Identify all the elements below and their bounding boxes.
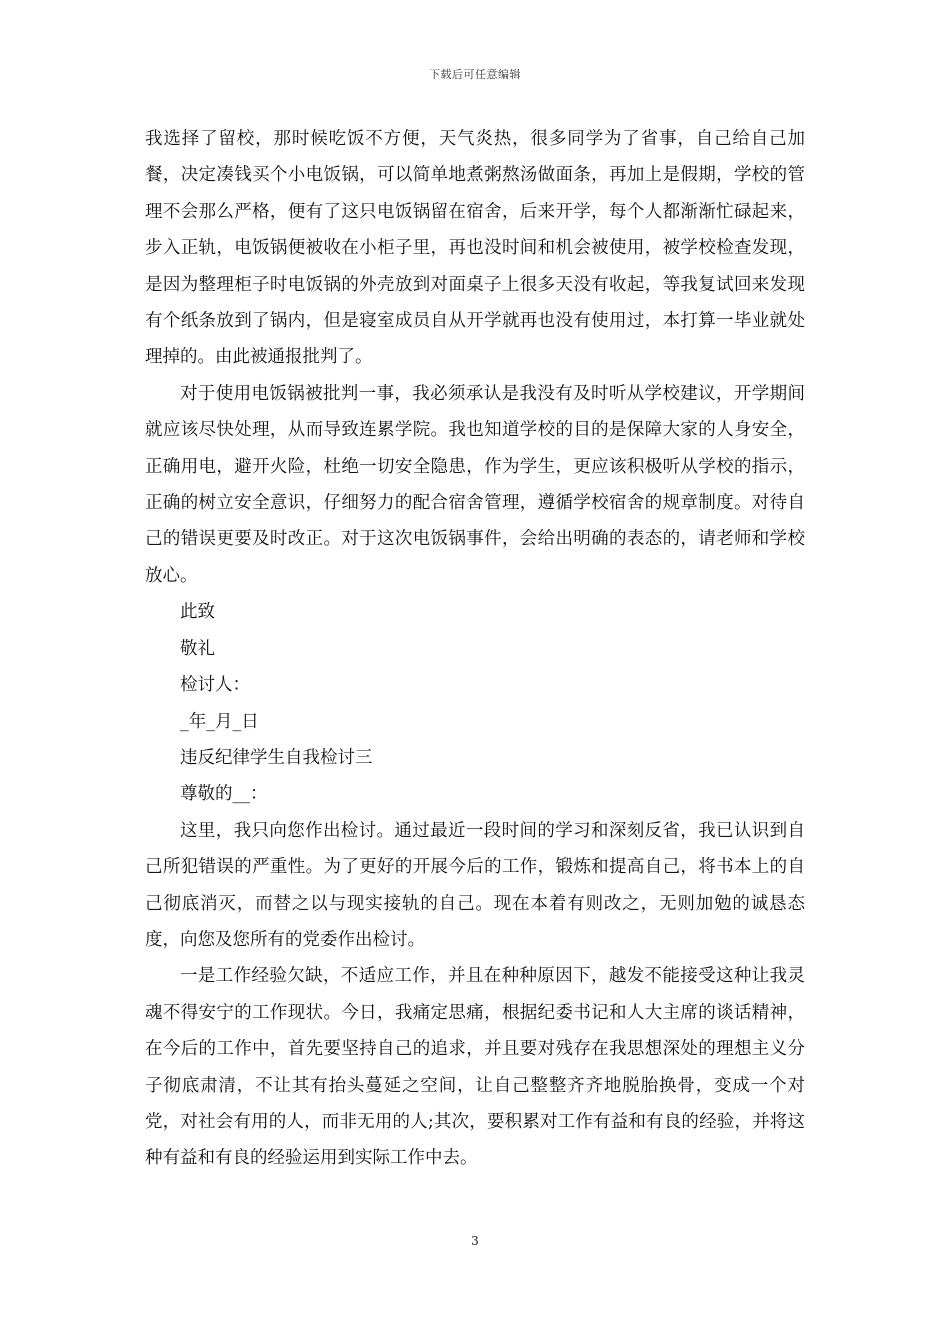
paragraph-rice-cooker-story: 我选择了留校，那时候吃饭不方便，天气炎热，很多同学为了省事，自己给自己加餐，决定凑钱买个小电饭锅，可以简单地煮粥熬汤做面条，再加上是假期，学校的管理不会那么严格，便有了这只电饭锅留在宿舍，后来开学，每个人都渐渐忙碌起来，步入正轨，电饭锅便被收在小柜子里，再也没时间和机会被使用，被学校检查发现，是因为整理柜子时电饭锅的外壳放到对面桌子上很多天没有收起，等我复试回来发现有个纸条放到了锅内，但是寝室成员自从开学就再也没有使用过，本打算一毕业就处理掉的。由此被通报批判了。 [145,129,805,368]
salutation: 敬礼 [180,638,215,659]
date-line: _年_月_日 [180,711,259,732]
page-number: 3 [471,1234,479,1248]
signer-label: 检讨人： [180,675,250,696]
paragraph-reflection: 这里，我只向您作出检讨。通过最近一段时间的学习和深刻反省，我已认识到自己所犯错误的严重性。为了更好的开展今后的工作，锻炼和提高自己，将书本上的自己彻底消灭，而替之以与现实接轨的自己。现在本着有则改之，无则加勉的诚恳态度，向您及您所有的党委作出检讨。 [145,820,805,950]
closing-phrase: 此致 [180,602,215,623]
page-header: 下载后可任意编辑 [429,68,521,81]
paragraph-work-experience: 一是工作经验欠缺，不适应工作，并且在种种原因下，越发不能接受这种让我灵魂不得安宁的工作现状。今日，我痛定思痛，根据纪委书记和人大主席的谈话精神，在今后的工作中，首先要坚持自己的追求，并且要对残存在我思想深处的理想主义分子彻底肃清，不让其有抬头蔓延之空间，让自己整整齐齐地脱胎换骨，变成一个对党，对社会有用的人，而非无用的人;其次，要积累对工作有益和有良的经验，并将这种有益和有良的经验运用到实际工作中去。 [145,966,805,1169]
section-title: 违反纪律学生自我检讨三 [180,747,373,768]
greeting-line: 尊敬的__： [180,784,268,805]
document-body [145,121,805,1177]
paragraph-admission: 对于使用电饭锅被批判一事，我必须承认是我没有及时听从学校建议，开学期间就应该尽快处理，从而导致连累学院。我也知道学校的目的是保障大家的人身安全，正确用电，避开火险，杜绝一切安全隐患，作为学生，更应该积极听从学校的指示，正确的树立安全意识，仔细努力的配合宿舍管理，遵循学校宿舍的规章制度。对待自己的错误更要及时改正。对于这次电饭锅事件，会给出明确的表态的，请老师和学校放心。 [145,383,805,586]
